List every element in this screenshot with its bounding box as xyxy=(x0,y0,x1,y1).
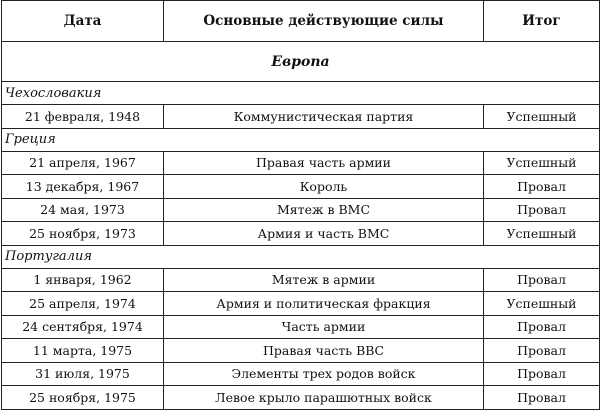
result-cell: Провал xyxy=(484,339,600,363)
region-label: Европа xyxy=(2,42,600,82)
table-row xyxy=(2,386,600,410)
table-row xyxy=(2,222,600,246)
forces-cell: Король xyxy=(164,175,484,199)
result-cell: Успешный xyxy=(484,222,600,246)
table-row xyxy=(2,292,600,316)
table-row xyxy=(2,362,600,386)
coups-table xyxy=(1,0,600,410)
date-cell: 21 февраля, 1948 xyxy=(2,105,164,129)
country-row xyxy=(2,128,600,151)
date-cell: 25 ноября, 1973 xyxy=(2,222,164,246)
forces-cell: Часть армии xyxy=(164,315,484,339)
result-cell: Успешный xyxy=(484,292,600,316)
result-cell: Успешный xyxy=(484,105,600,129)
header-result: Итог xyxy=(484,1,600,42)
forces-cell: Мятеж в ВМС xyxy=(164,198,484,222)
country-label: Греция xyxy=(2,128,600,151)
header-date: Дата xyxy=(2,1,164,42)
country-row xyxy=(2,82,600,105)
result-cell: Провал xyxy=(484,315,600,339)
table-row xyxy=(2,175,600,199)
region-row xyxy=(2,42,600,82)
result-cell: Провал xyxy=(484,268,600,292)
country-label: Португалия xyxy=(2,245,600,268)
country-row xyxy=(2,245,600,268)
header-forces: Основные действующие силы xyxy=(164,1,484,42)
result-cell: Провал xyxy=(484,198,600,222)
date-cell: 13 декабря, 1967 xyxy=(2,175,164,199)
table-row xyxy=(2,105,600,129)
forces-cell: Армия и политическая фракция xyxy=(164,292,484,316)
forces-cell: Правая часть армии xyxy=(164,151,484,175)
result-cell: Провал xyxy=(484,386,600,410)
forces-cell: Правая часть ВВС xyxy=(164,339,484,363)
forces-cell: Мятеж в армии xyxy=(164,268,484,292)
result-cell: Успешный xyxy=(484,151,600,175)
result-cell: Провал xyxy=(484,362,600,386)
result-cell: Провал xyxy=(484,175,600,199)
date-cell: 31 июля, 1975 xyxy=(2,362,164,386)
table-row xyxy=(2,198,600,222)
table-row xyxy=(2,151,600,175)
table-row xyxy=(2,315,600,339)
forces-cell: Коммунистическая партия xyxy=(164,105,484,129)
forces-cell: Армия и часть ВМС xyxy=(164,222,484,246)
forces-cell: Элементы трех родов войск xyxy=(164,362,484,386)
header-row xyxy=(2,1,600,42)
date-cell: 24 мая, 1973 xyxy=(2,198,164,222)
date-cell: 1 января, 1962 xyxy=(2,268,164,292)
table-row xyxy=(2,339,600,363)
date-cell: 25 ноября, 1975 xyxy=(2,386,164,410)
date-cell: 25 апреля, 1974 xyxy=(2,292,164,316)
date-cell: 11 марта, 1975 xyxy=(2,339,164,363)
date-cell: 21 апреля, 1967 xyxy=(2,151,164,175)
date-cell: 24 сентября, 1974 xyxy=(2,315,164,339)
forces-cell: Левое крыло парашютных войск xyxy=(164,386,484,410)
table-row xyxy=(2,268,600,292)
country-label: Чехословакия xyxy=(2,82,600,105)
